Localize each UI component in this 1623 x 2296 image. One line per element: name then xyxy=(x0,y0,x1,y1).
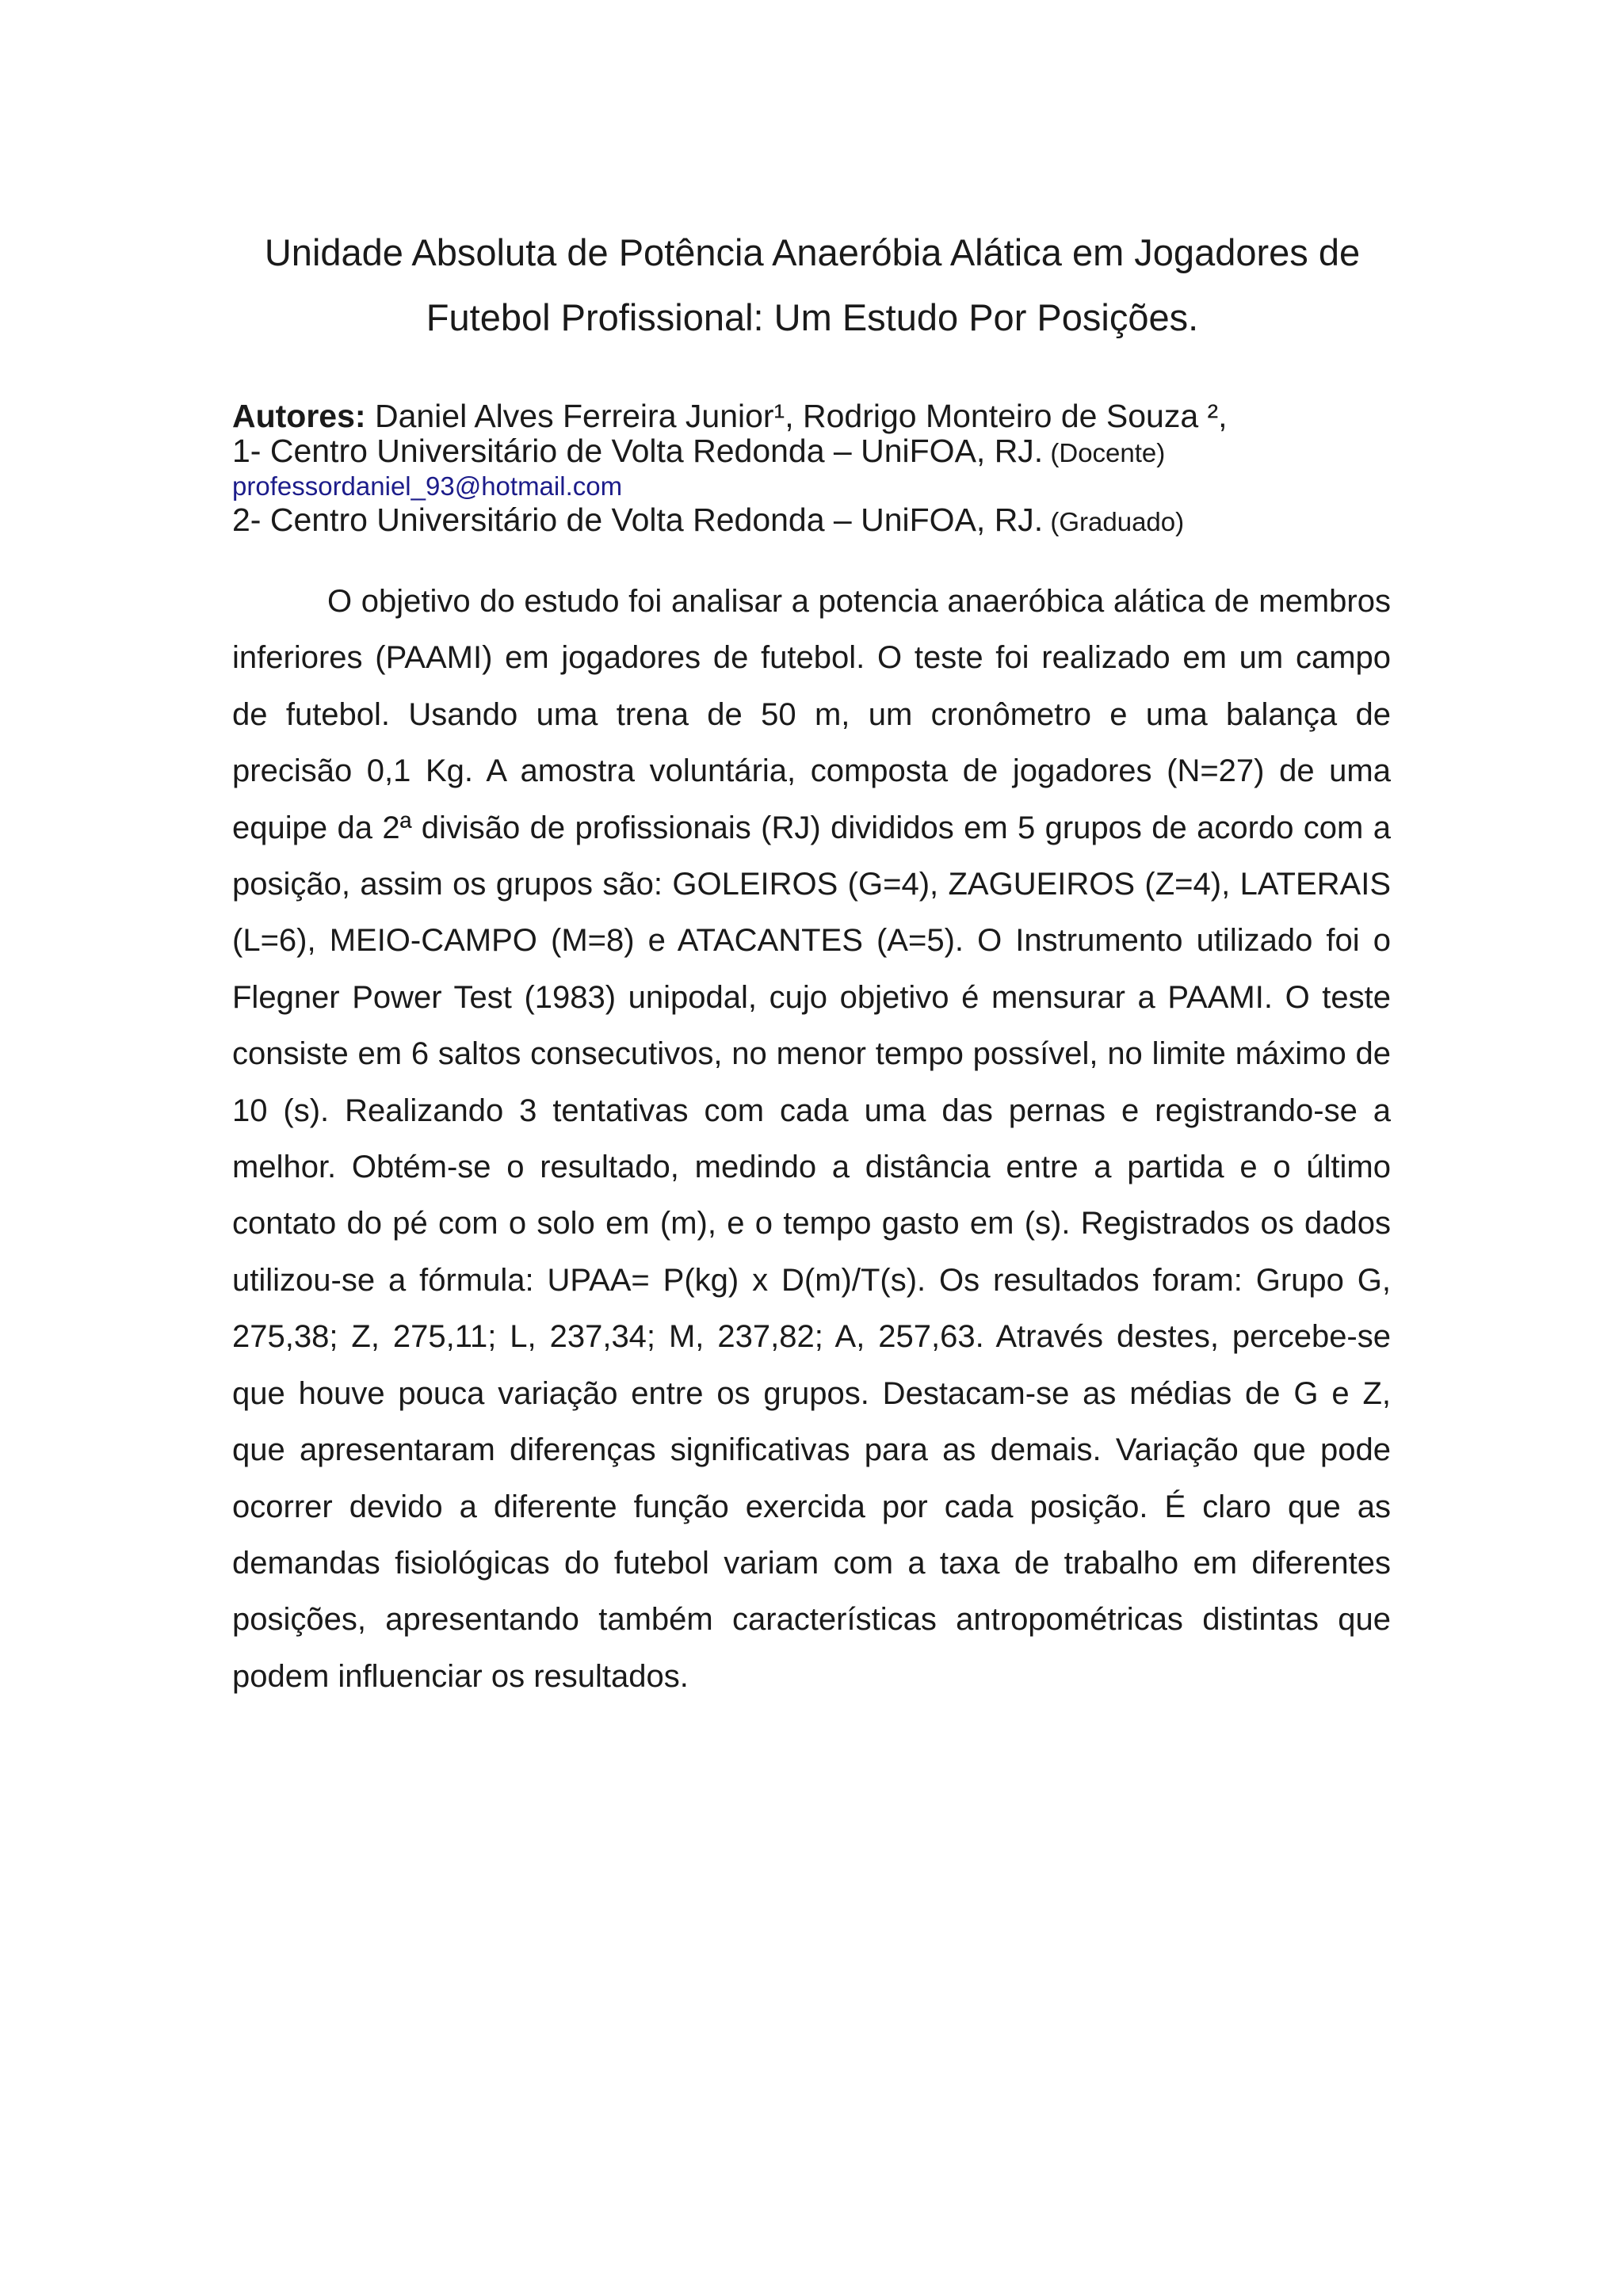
author-email-link[interactable]: professordaniel_93@hotmail.com xyxy=(232,471,623,501)
affiliation-2-role: (Graduado) xyxy=(1043,507,1185,536)
authors-block xyxy=(232,399,1421,540)
abstract-paragraph: O objetivo do estudo foi analisar a potencia anaeróbica alática de membros inferiores (PAAMI) em jogadores de futebol. O teste foi realizado em um campo de futebol. Usando uma trena de 50 m, um cronômetro e uma balança de precisão 0,1 Kg. A amostra voluntária, composta de jogadores (N=27) de uma equipe da 2ª divisão de profissionais (RJ) divididos em 5 grupos de acordo com a posição, assim os grupos são: GOLEIROS (G=4), ZAGUEIROS (Z=4), LATERAIS (L=6), MEIO-CAMPO (M=8) e ATACANTES (A=5). O Instrumento utilizado foi o Flegner Power Test (1983) unipodal, cujo objetivo é mensurar a PAAMI. O teste consiste em 6 saltos consecutivos, no menor tempo possível, no limite máximo de 10 (s). Realizando 3 tentativas com cada uma das pernas e registrando-se a melhor. Obtém-se o resultado, medindo a distância entre a partida e o último contato do pé com o solo em (m), e o tempo gasto em (s). Registrados os dados utilizou-se a fórmula: UPAA= P(kg) x D(m)/T(s). Os resultados foram: Grupo G, 275,38; Z, 275,11; L, 237,34; M, 237,82; A, 257,63. Através destes, percebe-se que houve pouca variação entre os grupos. Destacam-se as médias de G e Z, que apresentaram diferenças significativas para as demais. Variação que pode ocorrer devido a diferente função exercida por cada posição. É claro que as demandas fisiológicas do futebol variam com a taxa de trabalho em diferentes posições, apresentando também características antropométricas distintas que podem influenciar os resultados. xyxy=(232,584,1391,1694)
affiliation-2-text: 2- Centro Universitário de Volta Redonda – UniFOA, RJ. xyxy=(232,502,1044,538)
document-title xyxy=(198,220,1426,350)
title-line-2: Futebol Profissional: Um Estudo Por Posições. xyxy=(426,296,1199,338)
affiliation-1-text: 1- Centro Universitário de Volta Redonda – UniFOA, RJ. xyxy=(232,433,1044,469)
affiliation-1-role: (Docente) xyxy=(1043,438,1166,467)
authors-names: Daniel Alves Ferreira Junior¹, Rodrigo Monteiro de Souza ², xyxy=(365,398,1228,434)
affiliation-2 xyxy=(232,502,1421,540)
authors-label: Autores: xyxy=(232,398,366,434)
affiliation-1 xyxy=(232,433,1421,471)
authors-line xyxy=(232,399,1421,433)
title-line-1: Unidade Absoluta de Potência Anaeróbia Alática em Jogadores de xyxy=(264,231,1361,273)
